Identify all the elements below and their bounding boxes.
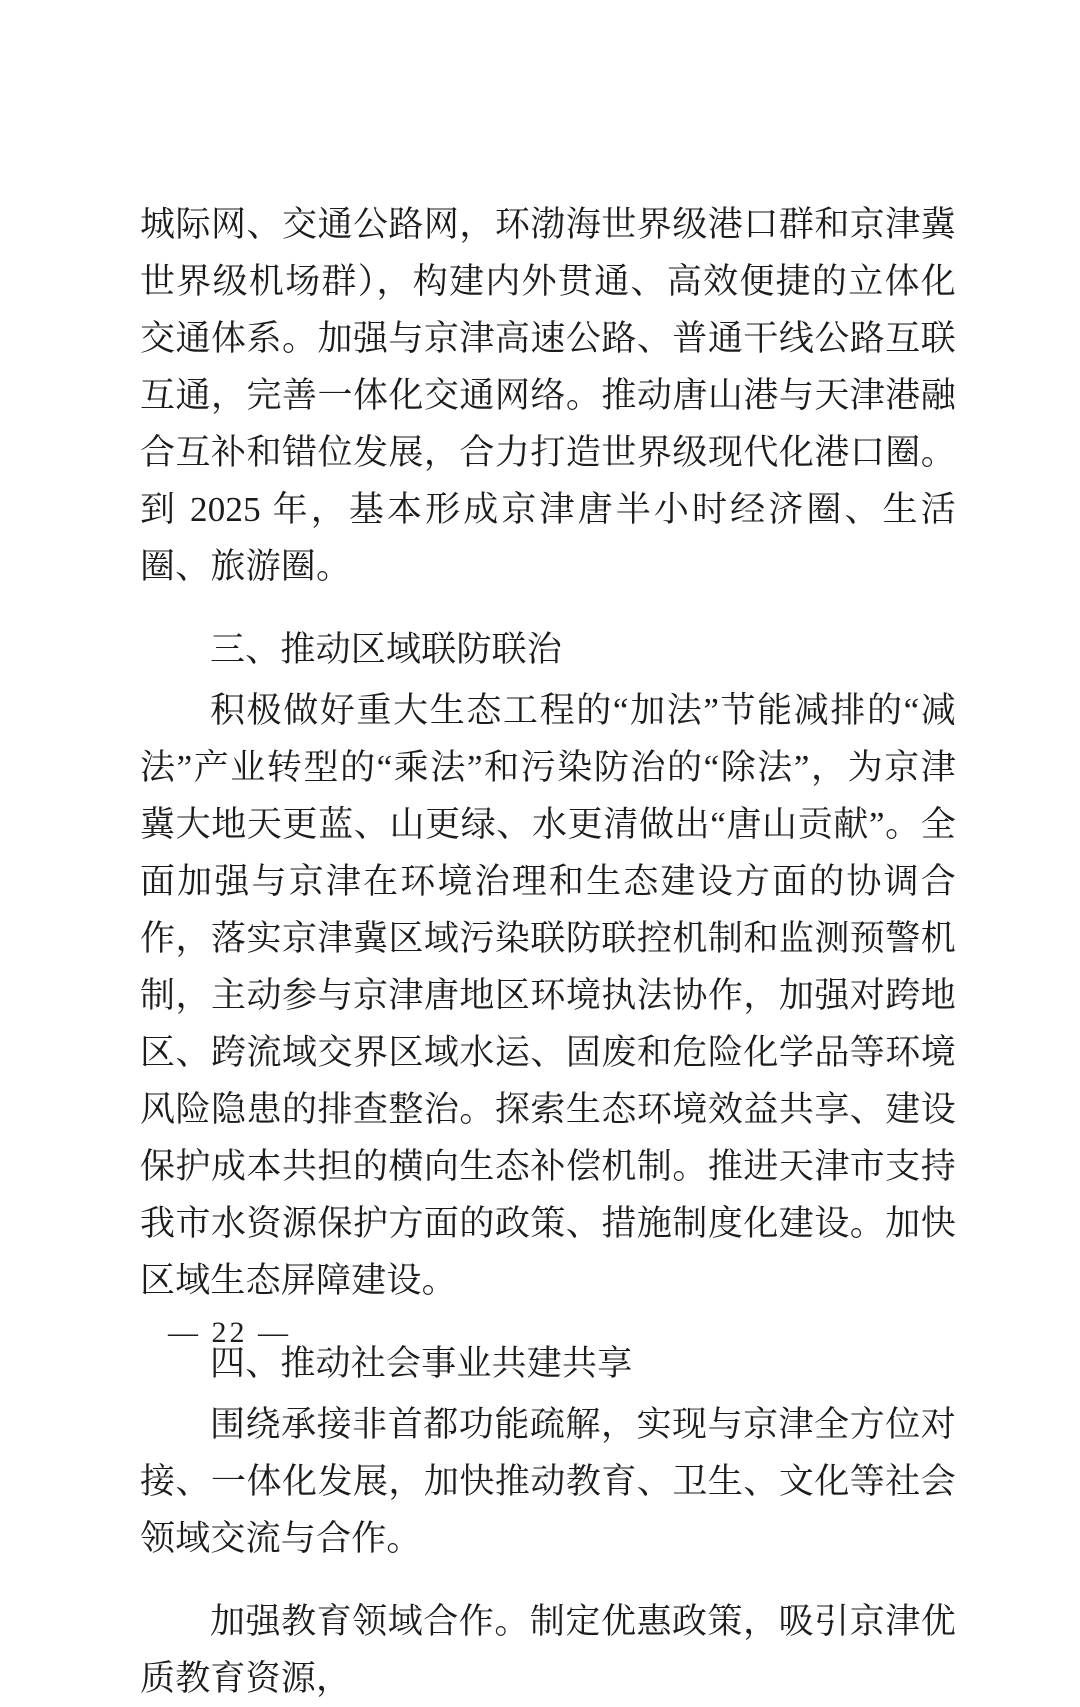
paragraph-education: 加强教育领域合作。制定优惠政策，吸引京津优质教育资源， bbox=[140, 1602, 956, 1698]
page-body bbox=[140, 196, 956, 1707]
paragraph-social: 围绕承接非首都功能疏解，实现与京津全方位对接、一体化发展，加快推动教育、卫生、文化等社会领域交流与合作。 bbox=[140, 1405, 956, 1558]
spacer bbox=[140, 595, 956, 621]
page-number-footer: — 22 — bbox=[168, 1316, 291, 1349]
section-heading-three: 三、推动区域联防联治 bbox=[210, 630, 563, 669]
paragraph-transport: 城际网、交通公路网，环渤海世界级港口群和京津冀世界级机场群），构建内外贯通、高效便捷的立体化交通体系。加强与京津高速公路、普通干线公路互联互通，完善一体化交通网络。推动唐山港与天津港融合互补和错位发展，合力打造世界级现代化港口圈。到 2025 年，基本形成京津唐半小时经济圈、生活圈、旅游圈。 bbox=[140, 205, 956, 586]
paragraph-ecology: 积极做好重大生态工程的“加法”节能减排的“减法”产业转型的“乘法”和污染防治的“除法”，为京津冀大地天更蓝、山更绿、水更清做出“唐山贡献”。全面加强与京津在环境治理和生态建设方面的协调合作，落实京津冀区域污染联防联控机制和监测预警机制，主动参与京津唐地区环境执法协作，加强对跨地区、跨流域交界区域水运、固废和危险化学品等环境风险隐患的排查整治。探索生态环境效益共享、建设保护成本共担的横向生态补偿机制。推进天津市支持我市水资源保护方面的政策、措施制度化建设。加快区域生态屏障建设。 bbox=[140, 691, 956, 1300]
section-heading-four: 四、推动社会事业共建共享 bbox=[210, 1344, 633, 1383]
spacer bbox=[140, 1567, 956, 1593]
